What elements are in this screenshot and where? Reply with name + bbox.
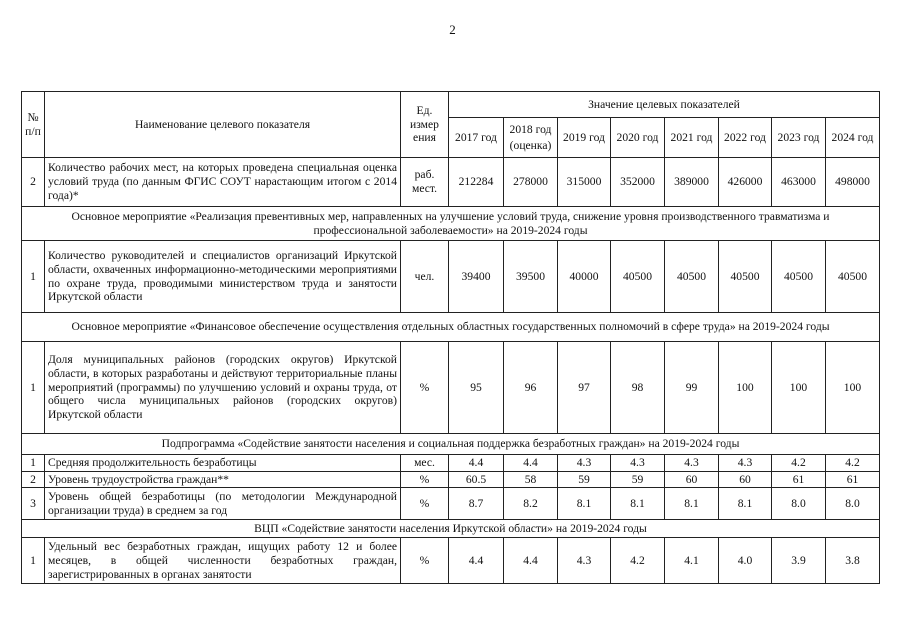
- value-cell: 59: [558, 471, 611, 488]
- header-year: 2017 год: [449, 118, 504, 158]
- indicator-name: Количество рабочих мест, на которых проведена специальная оценка условий труда (по данным ФГИС СОУТ нарастающим итогом с 2014 года)*: [45, 158, 401, 207]
- value-cell: 100: [826, 342, 880, 434]
- value-cell: 60: [665, 471, 719, 488]
- row-number: 1: [22, 455, 45, 472]
- table-header: [22, 92, 880, 158]
- value-cell: 278000: [504, 158, 558, 207]
- row-number: 2: [22, 158, 45, 207]
- indicator-name: Количество руководителей и специалистов организаций Иркутской области, охваченных информационно-методическими мероприятиями по охране труда, проводимыми министерством труда и занятости Иркутской области: [45, 241, 401, 313]
- row-number: 1: [22, 241, 45, 313]
- unit-cell: %: [401, 538, 449, 584]
- row-number: 1: [22, 342, 45, 434]
- target-indicators-table: [21, 91, 880, 584]
- value-cell: 4.2: [772, 455, 826, 472]
- value-cell: 8.7: [449, 488, 504, 520]
- value-cell: 39400: [449, 241, 504, 313]
- value-cell: 99: [665, 342, 719, 434]
- value-cell: 58: [504, 471, 558, 488]
- table-row: [22, 488, 880, 520]
- value-cell: 40500: [772, 241, 826, 313]
- section-title: Основное мероприятие «Финансовое обеспечение осуществления отдельных областных государственных полномочий в сфере труда» на 2019-2024 годы: [22, 313, 880, 342]
- value-cell: 4.3: [558, 538, 611, 584]
- section-title: Подпрограмма «Содействие занятости населения и социальная поддержка безработных граждан» на 2019-2024 годы: [22, 434, 880, 455]
- header-year: 2023 год: [772, 118, 826, 158]
- value-cell: 98: [611, 342, 665, 434]
- unit-cell: %: [401, 342, 449, 434]
- header-name: Наименование целевого показателя: [45, 92, 401, 158]
- header-year: 2021 год: [665, 118, 719, 158]
- value-cell: 4.3: [719, 455, 772, 472]
- table-row: [22, 241, 880, 313]
- table-row: [22, 455, 880, 472]
- value-cell: 39500: [504, 241, 558, 313]
- indicator-name: Уровень общей безработицы (по методологии Международной организации труда) в среднем за год: [45, 488, 401, 520]
- section-row: [22, 434, 880, 455]
- table-row: [22, 158, 880, 207]
- unit-cell: чел.: [401, 241, 449, 313]
- header-year: 2018 год (оценка): [504, 118, 558, 158]
- value-cell: 95: [449, 342, 504, 434]
- table-body: [22, 158, 880, 584]
- indicator-name: Уровень трудоустройства граждан**: [45, 471, 401, 488]
- value-cell: 59: [611, 471, 665, 488]
- header-year: 2022 год: [719, 118, 772, 158]
- value-cell: 40000: [558, 241, 611, 313]
- value-cell: 8.1: [719, 488, 772, 520]
- indicator-name: Средняя продолжительность безработицы: [45, 455, 401, 472]
- value-cell: 40500: [826, 241, 880, 313]
- row-number: 3: [22, 488, 45, 520]
- table-row: [22, 342, 880, 434]
- value-cell: 100: [719, 342, 772, 434]
- section-row: [22, 207, 880, 241]
- section-row: [22, 313, 880, 342]
- value-cell: 498000: [826, 158, 880, 207]
- table-row: [22, 471, 880, 488]
- value-cell: 8.1: [558, 488, 611, 520]
- header-year: 2019 год: [558, 118, 611, 158]
- value-cell: 4.4: [449, 455, 504, 472]
- table-row: [22, 538, 880, 584]
- indicator-name: Удельный вес безработных граждан, ищущих работу 12 и более месяцев, в общей численности безработных граждан, зарегистрированных в органах занятости: [45, 538, 401, 584]
- unit-cell: %: [401, 471, 449, 488]
- unit-cell: %: [401, 488, 449, 520]
- header-unit: Ед. измер ения: [401, 92, 449, 158]
- value-cell: 8.0: [826, 488, 880, 520]
- value-cell: 4.0: [719, 538, 772, 584]
- value-cell: 60: [719, 471, 772, 488]
- value-cell: 40500: [611, 241, 665, 313]
- value-cell: 8.2: [504, 488, 558, 520]
- value-cell: 463000: [772, 158, 826, 207]
- value-cell: 212284: [449, 158, 504, 207]
- value-cell: 4.1: [665, 538, 719, 584]
- header-values: Значение целевых показателей: [449, 92, 880, 118]
- value-cell: 40500: [719, 241, 772, 313]
- section-row: [22, 520, 880, 538]
- page-number: 2: [449, 22, 456, 37]
- value-cell: 60.5: [449, 471, 504, 488]
- value-cell: 61: [772, 471, 826, 488]
- row-number: 1: [22, 538, 45, 584]
- value-cell: 97: [558, 342, 611, 434]
- unit-cell: мес.: [401, 455, 449, 472]
- header-year: 2020 год: [611, 118, 665, 158]
- value-cell: 4.3: [665, 455, 719, 472]
- value-cell: 4.4: [504, 538, 558, 584]
- value-cell: 389000: [665, 158, 719, 207]
- value-cell: 4.4: [449, 538, 504, 584]
- unit-cell: раб. мест.: [401, 158, 449, 207]
- value-cell: 4.3: [611, 455, 665, 472]
- value-cell: 4.2: [826, 455, 880, 472]
- value-cell: 352000: [611, 158, 665, 207]
- value-cell: 61: [826, 471, 880, 488]
- value-cell: 426000: [719, 158, 772, 207]
- value-cell: 96: [504, 342, 558, 434]
- section-title: ВЦП «Содействие занятости населения Иркутской области» на 2019-2024 годы: [22, 520, 880, 538]
- value-cell: 8.1: [611, 488, 665, 520]
- value-cell: 3.9: [772, 538, 826, 584]
- value-cell: 8.1: [665, 488, 719, 520]
- value-cell: 315000: [558, 158, 611, 207]
- header-year: 2024 год: [826, 118, 880, 158]
- value-cell: 100: [772, 342, 826, 434]
- header-num: № п/п: [22, 92, 45, 158]
- value-cell: 4.3: [558, 455, 611, 472]
- indicator-name: Доля муниципальных районов (городских округов) Иркутской области, в которых разработаны и действуют территориальные планы мероприятий (программы) по улучшению условий и охраны труда, от общего числа муниципальных районов (городских округов) Иркутской области: [45, 342, 401, 434]
- value-cell: 4.4: [504, 455, 558, 472]
- value-cell: 4.2: [611, 538, 665, 584]
- section-title: Основное мероприятие «Реализация превентивных мер, направленных на улучшение условий труда, снижение уровня производственного травматизма и профессиональной заболеваемости» на 2019-2024 годы: [22, 207, 880, 241]
- value-cell: 40500: [665, 241, 719, 313]
- row-number: 2: [22, 471, 45, 488]
- value-cell: 3.8: [826, 538, 880, 584]
- value-cell: 8.0: [772, 488, 826, 520]
